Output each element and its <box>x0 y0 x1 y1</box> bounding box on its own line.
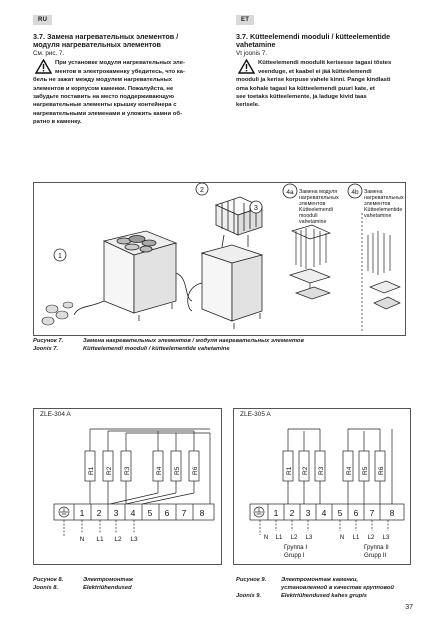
callout-4a-label: 4a <box>286 189 294 196</box>
callout-1 <box>54 249 66 261</box>
warning-et-line: mooduli ja kerise korpuse vahele kinni. Pange kindlasti <box>236 77 391 84</box>
input-label: L3 <box>382 535 390 541</box>
resistor-label: R5 <box>174 466 181 475</box>
wiring-305-lines <box>250 429 404 535</box>
terminal-label: 6 <box>353 508 359 518</box>
resistor-label: R3 <box>318 466 325 475</box>
input-label: N <box>79 536 85 543</box>
terminal-label: 1 <box>273 508 279 518</box>
note-4a-line: mooduli <box>299 213 318 219</box>
wiring-305-svg <box>234 409 410 564</box>
warning-icon <box>238 59 255 74</box>
resistor-label: R6 <box>378 466 385 475</box>
figure-9-text-et: Elektriühendused kahes grupis <box>281 593 368 599</box>
figure-8-text-et: Elektriühendused <box>83 585 132 591</box>
input-label: L3 <box>130 536 138 543</box>
figure-reference-ru: См. рис. 7. <box>33 49 65 57</box>
language-tag-et: ET <box>236 15 254 25</box>
figure-reference-et: Vt joonis 7. <box>236 49 268 57</box>
resistor-label: R1 <box>286 466 293 475</box>
module-detail-4a <box>290 225 330 299</box>
module-detail-4b <box>362 213 400 333</box>
callout-3-label: 3 <box>254 205 258 212</box>
terminal-label: 7 <box>369 508 375 518</box>
resistor-label: R2 <box>106 466 113 475</box>
group-1-ru: Группа I <box>284 544 308 551</box>
input-labels-305-group1 <box>264 535 313 541</box>
terminal-label: 3 <box>113 508 119 518</box>
callout-2 <box>196 183 208 195</box>
input-label: L1 <box>352 535 360 541</box>
warning-et-line: Kütteelemendi moodulit kerisesse tagasi tõstes <box>258 60 392 67</box>
terminal-label: 4 <box>321 508 327 518</box>
heater-right-drawing <box>188 197 262 329</box>
terminal-label: 2 <box>96 508 102 518</box>
wiring-diagram-305 <box>233 408 411 565</box>
terminal-label: 5 <box>337 508 343 518</box>
terminal-label: 2 <box>289 508 295 518</box>
warning-et-line: oma kohale tagasi ka kütteelemendi puuri kate, et <box>236 85 375 92</box>
terminal-label: 3 <box>305 508 311 518</box>
note-4a-line: Замена модуля <box>299 189 338 195</box>
figure-9-text-ru-2: установленной в качестве групповой <box>281 585 394 591</box>
terminal-label: 4 <box>130 508 136 518</box>
note-4b-line: vahetamine <box>364 213 392 219</box>
warning-ru-line: элементов и корпусом каменки. Пожалуйста, не <box>33 85 174 92</box>
resistor-label: R5 <box>362 466 369 475</box>
input-label: N <box>339 535 345 541</box>
terminal-label: 5 <box>147 508 153 518</box>
input-label: L2 <box>367 535 375 541</box>
resistor-label: R4 <box>156 466 163 475</box>
figure-9-caption <box>236 576 436 600</box>
terminal-label: 8 <box>389 508 395 518</box>
warning-ru-line: нагревательные элементы крышку контейнера с <box>33 102 177 109</box>
figure-9-label-et: Joonis 9. <box>236 593 262 599</box>
resistor-label: R3 <box>124 466 131 475</box>
wiring-diagram-304 <box>33 408 222 565</box>
warning-ru-line: забудьте поставить на место поддерживающую <box>33 94 174 101</box>
terminal-label: 7 <box>181 508 187 518</box>
input-label: L1 <box>275 535 283 541</box>
note-4b-line: Kütteelementide <box>364 207 403 213</box>
terminal-label: 1 <box>79 508 85 518</box>
section-heading-ru-1: 3.7. Замена нагревательных элементов / <box>33 32 179 41</box>
terminal-label: 8 <box>199 508 205 518</box>
group-2-et: Grupp II <box>364 552 387 559</box>
callout-4b <box>348 184 362 198</box>
terminal-label: 6 <box>164 508 170 518</box>
input-label: N <box>263 535 269 541</box>
figure-7-text-ru: Замена нагревательных элементов / модуля нагревательных элементов <box>83 338 304 344</box>
input-labels-304 <box>80 536 138 543</box>
input-label: L2 <box>114 536 122 543</box>
callout-2-label: 2 <box>200 187 204 194</box>
heater-left-drawing <box>74 231 192 321</box>
figure-8-label-et: Joonis 8. <box>33 585 59 591</box>
warning-ru-line: ментов в электрокаменку убедитесь, что ка- <box>55 68 185 75</box>
language-tag-ru: RU <box>33 15 52 25</box>
page-number: 37 <box>405 604 413 611</box>
section-heading-ru-2: модуля нагревательных элементов <box>33 40 161 50</box>
warning-ru-line: бель не зажат между модулем нагревательных <box>33 77 173 84</box>
note-4a-line: элементов <box>299 201 326 207</box>
note-4a <box>299 189 339 225</box>
input-label: L2 <box>290 535 298 541</box>
warning-ru <box>33 59 217 76</box>
wiring-304-svg <box>34 409 221 564</box>
section-et <box>236 33 420 110</box>
heater-illustration <box>34 183 405 335</box>
resistor-label: R4 <box>346 466 353 475</box>
input-labels-305-group2 <box>340 535 390 541</box>
stones-pile <box>42 302 73 325</box>
section-heading-et-1: 3.7. Kütteelemendi mooduli / kütteelementide <box>236 32 391 41</box>
note-4a-line: нагревательных <box>299 195 339 201</box>
figure-8-label-ru: Рисунок 8. <box>33 577 64 583</box>
warning-et <box>236 59 420 76</box>
figure-7-caption <box>33 337 413 353</box>
section-ru <box>33 33 217 127</box>
group-labels-305 <box>284 544 389 559</box>
warning-icon <box>35 59 52 74</box>
resistor-label: R2 <box>302 466 309 475</box>
figure-8-caption <box>33 576 223 592</box>
warning-et-line: kerisele. <box>236 102 260 109</box>
figure-7-label-et: Joonis 7. <box>33 346 59 352</box>
model-label-305: ZLE-305 A <box>240 411 271 418</box>
resistor-label: R6 <box>192 466 199 475</box>
warning-ru-line: При установке модуля нагревательных эле- <box>55 60 185 67</box>
input-label: L1 <box>96 536 104 543</box>
callout-1-label: 1 <box>58 253 62 260</box>
figure-7-label-ru: Рисунок 7. <box>33 338 64 344</box>
warning-et-line: see toetaks kütteelemente, ja laduge kivid taas <box>236 94 367 101</box>
group-1-et: Grupp I <box>284 552 305 559</box>
section-heading-et-2: vahetamine <box>236 40 276 50</box>
warning-et-line: veenduge, et kaabel ei jää kütteelemendi <box>258 68 372 75</box>
wiring-304-lines <box>54 429 214 537</box>
model-label-304: ZLE-304 A <box>40 411 71 418</box>
callout-4a <box>283 184 297 198</box>
warning-et-continued <box>236 76 420 110</box>
note-4b-line: элементов <box>364 201 391 207</box>
warning-ru-continued <box>33 76 217 126</box>
note-4a-line: Kütteelemendi <box>299 207 333 213</box>
input-label: L3 <box>305 535 313 541</box>
resistor-label: R1 <box>88 466 95 475</box>
note-4b <box>364 189 404 219</box>
note-4b-line: нагревательных <box>364 195 404 201</box>
figure-9-label-ru: Рисунок 9. <box>236 577 267 583</box>
figure-9-text-ru-1: Электромонтаж каменки, <box>281 577 359 583</box>
note-4b-line: Замена <box>364 189 383 195</box>
group-2-ru: Группа II <box>364 544 389 551</box>
figure-7-text-et: Kütteelemendi mooduli / kütteelementide vahetamine <box>83 346 230 352</box>
warning-ru-line: нагревательными элеменами и уложить камни об- <box>33 110 182 117</box>
note-4a-line: vahetamine <box>299 219 327 225</box>
callout-3 <box>250 201 262 213</box>
figure-7-illustration <box>33 182 406 336</box>
figure-8-text-ru: Электромонтаж <box>83 577 134 583</box>
warning-ru-line: ратно в каменку. <box>33 119 82 126</box>
callout-4b-label: 4b <box>351 189 359 196</box>
